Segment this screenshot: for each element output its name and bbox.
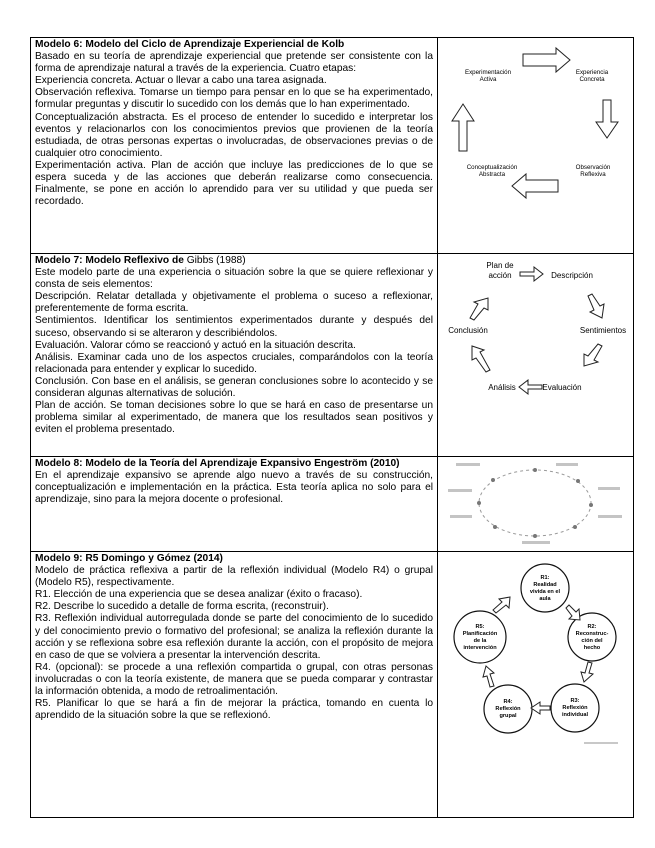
model-7-paragraph: Análisis. Examinar cada uno de los aspectos cruciales, comparándolos con la teoría relacionada para entender y explicar lo sucedido.	[35, 351, 433, 375]
engestrom-node	[493, 525, 497, 529]
model-6-text-cell	[31, 38, 438, 254]
model-9-paragraph: R2. Describe lo sucedido a detalle de forma escrita, (reconstruir).	[35, 601, 329, 613]
gibbs-label-analysis: Análisis	[488, 383, 516, 392]
gibbs-arrow-analysis-conclusion	[472, 346, 490, 372]
model-7-paragraph: Descripción. Relatar detallada y objetivamente el problema o suceso a reflexionar, preferentemente de forma escrita.	[35, 291, 433, 315]
model-8-text-cell	[31, 457, 438, 552]
engestrom-node	[589, 503, 593, 507]
kolb-arrow-top	[523, 48, 570, 72]
engestrom-caption	[598, 515, 622, 518]
gibbs-arrow-evaluation-analysis	[519, 380, 542, 394]
r5-label-r5: R5: Planificación de la intervención	[462, 624, 498, 651]
model-7-paragraph: Evaluación. Valorar cómo se reaccionó y actuó en la situación descrita.	[35, 339, 356, 351]
engestrom-node	[533, 468, 537, 472]
engestrom-node	[491, 478, 495, 482]
engestrom-node	[533, 534, 537, 538]
engestrom-caption	[448, 489, 472, 492]
kolb-arrow-bottom	[512, 174, 558, 198]
engestrom-caption	[522, 541, 550, 544]
r5-arrow-r4-r5	[483, 666, 494, 687]
engestrom-node	[573, 525, 577, 529]
r5-cycle-diagram	[438, 552, 633, 816]
model-8-paragraph: En el aprendizaje expansivo se aprende algo nuevo a través de su construcción, conceptualización e implementación en la práctica. Esta teoría aplica no solo para el aprendizaje, sino para la mejora docente o profesional.	[35, 470, 433, 506]
model-9-paragraph: Modelo de práctica reflexiva a partir de la reflexión individual (Modelo R4) o grupal (Modelo R5), respectivamente.	[35, 565, 433, 589]
gibbs-label-evaluation: Evaluación	[542, 383, 582, 392]
kolb-label-experimentation: Experimentación Activa	[464, 69, 512, 83]
gibbs-label-feelings: Sentimientos	[579, 326, 627, 335]
engestrom-caption	[556, 463, 578, 466]
kolb-arrow-left	[452, 104, 474, 151]
r5-diagram-cell	[438, 552, 634, 818]
model-9-paragraph: R3. Reflexión individual autorregulada donde se parte del conocimiento de lo sucedido y del conocimiento previo o formativo del profesional; se analiza la reflexión durante la acción y se reflexiona sobre esa reflexión durante la acción, con el propósito de mejora en caso de que se volviera a presentar la intervención descrita.	[35, 613, 433, 661]
kolb-arrow-right	[596, 100, 618, 138]
model-7-title	[35, 255, 433, 267]
kolb-diagram-cell	[438, 38, 634, 254]
kolb-label-observation: Observación Reflexiva	[575, 164, 611, 178]
gibbs-arrow-feelings-evaluation	[584, 344, 602, 366]
r5-label-r3: R3: Reflexión individual	[561, 698, 589, 718]
engestrom-node	[477, 501, 481, 505]
gibbs-cycle-diagram	[438, 254, 633, 455]
engestrom-caption	[456, 463, 480, 466]
model-7-title-rest: Gibbs (1988)	[186, 255, 246, 266]
gibbs-label-plan: Plan de acción	[486, 261, 514, 280]
r5-arrow-r2-r3	[581, 662, 593, 682]
engestrom-caption	[598, 487, 620, 490]
model-9-row	[31, 552, 634, 818]
model-6-row	[31, 38, 634, 254]
model-8-title: Modelo 8: Modelo de la Teoría del Aprendizaje Expansivo Engeström (2010)	[35, 458, 400, 469]
model-7-paragraph: Conclusión. Con base en el análisis, se generan conclusiones sobre lo acontecido y se consideran algunas alternativas de solución.	[35, 375, 433, 400]
model-6-paragraph: Experiencia concreta. Actuar o llevar a cabo una tarea asignada.	[35, 75, 327, 87]
model-6-title: Modelo 6: Modelo del Ciclo de Aprendizaje Experiencial de Kolb	[35, 39, 345, 50]
r5-node-r2	[568, 613, 616, 661]
r5-label-r1: R1: Realidad vivida en el aula	[529, 575, 561, 602]
r5-node-r1	[521, 564, 569, 612]
r5-node-r5	[454, 611, 506, 663]
engestrom-cycle-diagram	[438, 457, 633, 550]
models-table	[30, 37, 634, 818]
model-7-paragraph: Sentimientos. Identificar los sentimientos experimentados durante y después del suceso, observando si se alteraron y describiéndolos.	[35, 315, 433, 339]
gibbs-label-description: Descripción	[551, 271, 593, 280]
model-9-paragraph: R4. (opcional): se procede a una reflexión compartida o grupal, con otras personas involucradas o con la teoría existente, de manera que se pueda comparar y contrastar la información obtenida, a modo de retroalimentación.	[35, 661, 433, 698]
model-7-paragraph: Este modelo parte de una experiencia o situación sobre la que se quiere reflexionar y consta de seis elementos:	[35, 267, 433, 291]
model-6-paragraph: Experimentación activa. Plan de acción que incluye las predicciones de lo que se espera suceda y de las acciones que deberán realizarse como consecuencia. Finalmente, se pone en acción lo aprendido para ver su utilidad y que pueda ser recordado.	[35, 159, 433, 208]
model-6-paragraph: Conceptualización abstracta. Es el proceso de entender lo sucedido e interpretar los eventos y relacionarlos con los conocimientos previos que provienen de la teoría estudiada, de otras personas expertas o involucradas, de observaciones previas o de cualquier otro conocimiento.	[35, 111, 433, 159]
model-7-paragraph: Plan de acción. Se toman decisiones sobre lo que se hará en caso de presentarse un problema similar al experimentado, de manera que los resultados sean positivos y eviten el problema presentado.	[35, 400, 433, 436]
kolb-cycle-diagram	[438, 38, 633, 252]
model-9-paragraph: R5. Planificar lo que se hará a fin de mejorar la práctica, tomando en cuenta lo aprendido de la situación sobre la que se reflexionó.	[35, 698, 433, 722]
r5-label-r4: R4: Reflexión grupal	[495, 699, 521, 719]
model-9-text-cell	[31, 552, 438, 818]
gibbs-diagram-cell	[438, 254, 634, 457]
gibbs-arrow-conclusion-plan	[470, 298, 488, 320]
gibbs-arrow-description-feelings	[588, 294, 604, 318]
r5-arrow-r5-r1	[493, 597, 510, 613]
engestrom-caption	[450, 515, 472, 518]
model-6-paragraph: Basado en su teoría de aprendizaje experiencial que pretende ser consistente con la forma de aprendizaje natural a través de la experiencia. Cuatro etapas:	[35, 51, 433, 75]
model-9-title: Modelo 9: R5 Domingo y Gómez (2014)	[35, 553, 223, 564]
model-7-title-bold: Modelo 7: Modelo Reflexivo de	[35, 255, 184, 266]
kolb-label-conceptualization: Conceptualización Abstracta	[466, 164, 518, 178]
model-8-row	[31, 457, 634, 552]
gibbs-label-conclusion: Conclusión	[448, 326, 488, 335]
r5-label-r2: R2: Reconstruc-ción del hecho	[575, 624, 609, 651]
model-7-row	[31, 254, 634, 457]
model-6-paragraph: Observación reflexiva. Tomarse un tiempo para pensar en lo que se ha experimentado, formular preguntas y discutir lo sucedido con los demás que lo han experimentado.	[35, 87, 433, 111]
model-7-text-cell	[31, 254, 438, 457]
engestrom-node	[576, 479, 580, 483]
r5-arrow-r3-r4	[531, 702, 550, 714]
kolb-label-experience: Experiencia Concreta	[575, 69, 609, 83]
model-9-paragraph: R1. Elección de una experiencia que se desea analizar (éxito o fracaso).	[35, 589, 363, 601]
engestrom-diagram-cell	[438, 457, 634, 552]
gibbs-arrow-plan-description	[520, 267, 543, 281]
r5-footnote	[584, 742, 618, 744]
r5-arrow-r1-r2	[566, 605, 580, 620]
